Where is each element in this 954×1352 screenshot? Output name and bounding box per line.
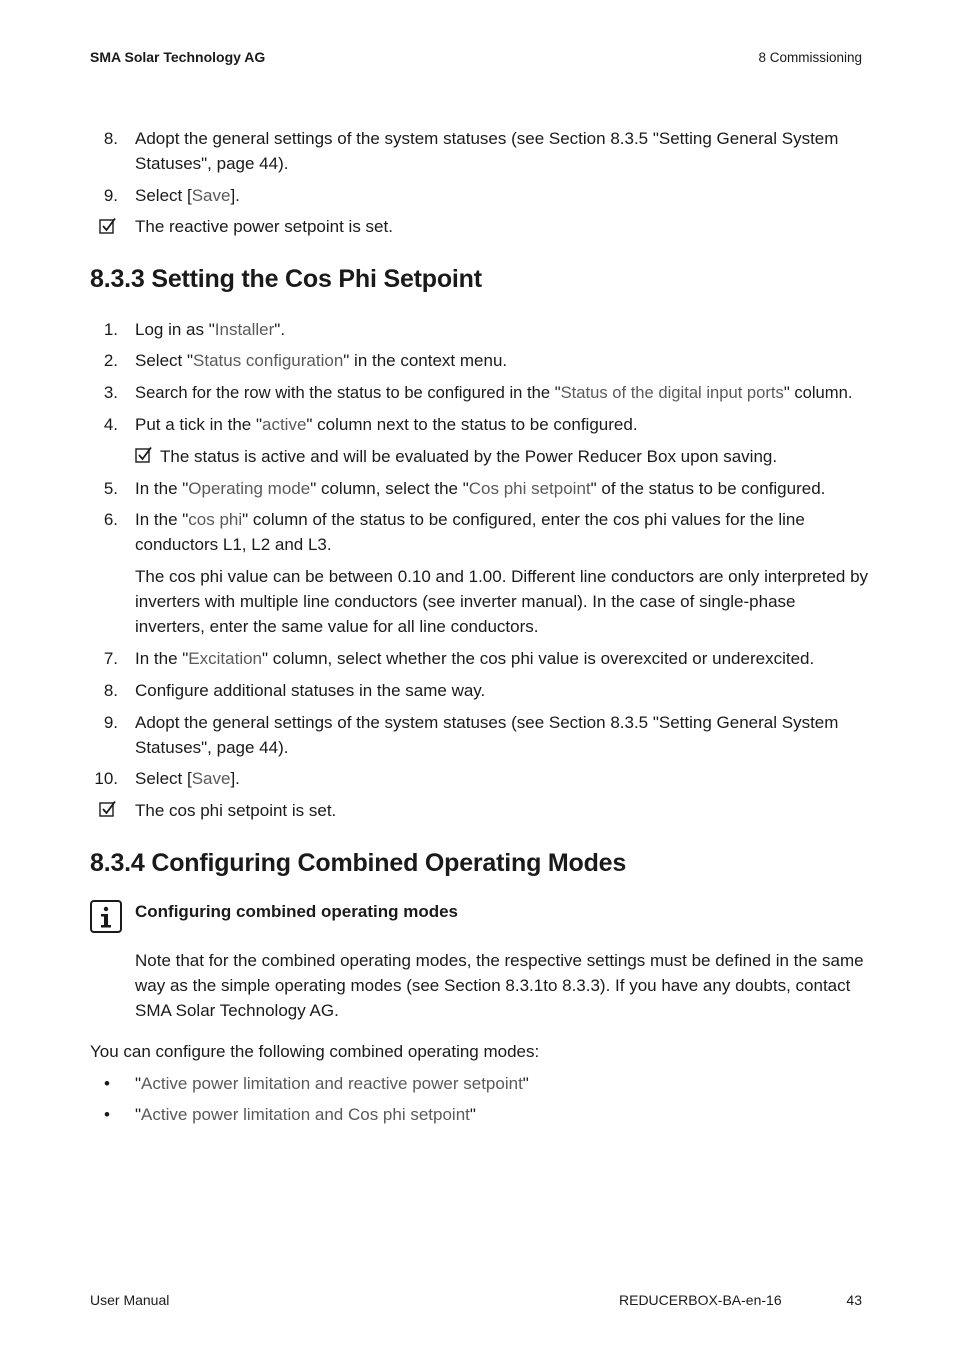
step-number: 9. [103, 186, 118, 205]
step-number: 1. [103, 320, 118, 339]
step-text: Adopt the general settings of the system statuses (see Section 8.3.5 "Setting General System Statuses", page 44). [135, 713, 839, 757]
footer-page-number: 43 [846, 1292, 862, 1308]
step-number: 2. [103, 351, 118, 370]
step-text: Adopt the general settings of the system statuses (see Section 8.3.5 "Setting General System Statuses", page 44). [135, 129, 839, 173]
step-number: 4. [103, 415, 118, 434]
checkbox-checked-icon [99, 800, 117, 818]
step-number: 6. [103, 510, 118, 529]
step-text: Search for the row with the status to be configured in the "Status of the digital input ports" column. [135, 383, 853, 402]
intro-text: You can configure the following combined operating modes: [90, 1042, 540, 1061]
step-result-text: The status is active and will be evaluated by the Power Reducer Box upon saving. [160, 447, 778, 466]
step-text: In the "Excitation" column, select whether the cos phi value is overexcited or underexcited. [135, 649, 815, 668]
step-text: Select [Save]. [135, 186, 240, 205]
result-text: The cos phi setpoint is set. [135, 801, 337, 820]
step-text: In the "cos phi" column of the status to be configured, enter the cos phi values for the line conductors L1, L2 and L3. [135, 510, 805, 554]
step-number: 5. [103, 479, 118, 498]
info-icon [90, 900, 122, 933]
bullet-icon: • [104, 1074, 110, 1093]
step-number: 10. [94, 769, 118, 788]
info-title: Configuring combined operating modes [135, 902, 458, 921]
list-item: "Active power limitation and Cos phi setpoint" [135, 1105, 476, 1124]
step-number: 7. [103, 649, 118, 668]
step-text: Put a tick in the "active" column next to the status to be configured. [135, 415, 638, 434]
info-text: Note that for the combined operating modes, the respective settings must be defined in the same way as the simple operating modes (see Section 8.3.1to 8.3.3). If you have any doubts, contact SMA Solar Technology AG. [135, 951, 864, 1020]
step-number: 3. [103, 383, 118, 402]
footer-doc-id: REDUCERBOX-BA-en-16 [619, 1292, 782, 1308]
section-heading: 8.3.3 Setting the Cos Phi Setpoint [90, 265, 482, 293]
step-number: 8. [103, 129, 118, 148]
step-text: Select "Status configuration" in the context menu. [135, 351, 508, 370]
step-note: The cos phi value can be between 0.10 and 1.00. Different line conductors are only interpreted by inverters with multiple line conductors (see inverter manual). In the case of single-phase inverters, enter the same value for all line conductors. [135, 567, 869, 636]
result-text: The reactive power setpoint is set. [135, 217, 393, 236]
list-item: "Active power limitation and reactive power setpoint" [135, 1074, 529, 1093]
ui-save: Save [191, 186, 231, 205]
checkbox-checked-icon [99, 217, 117, 235]
section-heading: 8.3.4 Configuring Combined Operating Modes [90, 849, 627, 877]
step-text: Select [Save]. [135, 769, 240, 788]
step-text: In the "Operating mode" column, select the "Cos phi setpoint" of the status to be configured. [135, 479, 826, 498]
header-chapter: 8 Commissioning [758, 50, 862, 65]
header-company: SMA Solar Technology AG [90, 49, 266, 65]
step-number: 9. [103, 713, 118, 732]
step-text: Configure additional statuses in the same way. [135, 681, 486, 700]
checkbox-checked-icon [135, 446, 153, 464]
bullet-icon: • [104, 1105, 110, 1124]
footer-doc-type: User Manual [90, 1292, 170, 1308]
step-number: 8. [103, 681, 118, 700]
step-text: Log in as "Installer". [135, 320, 286, 339]
